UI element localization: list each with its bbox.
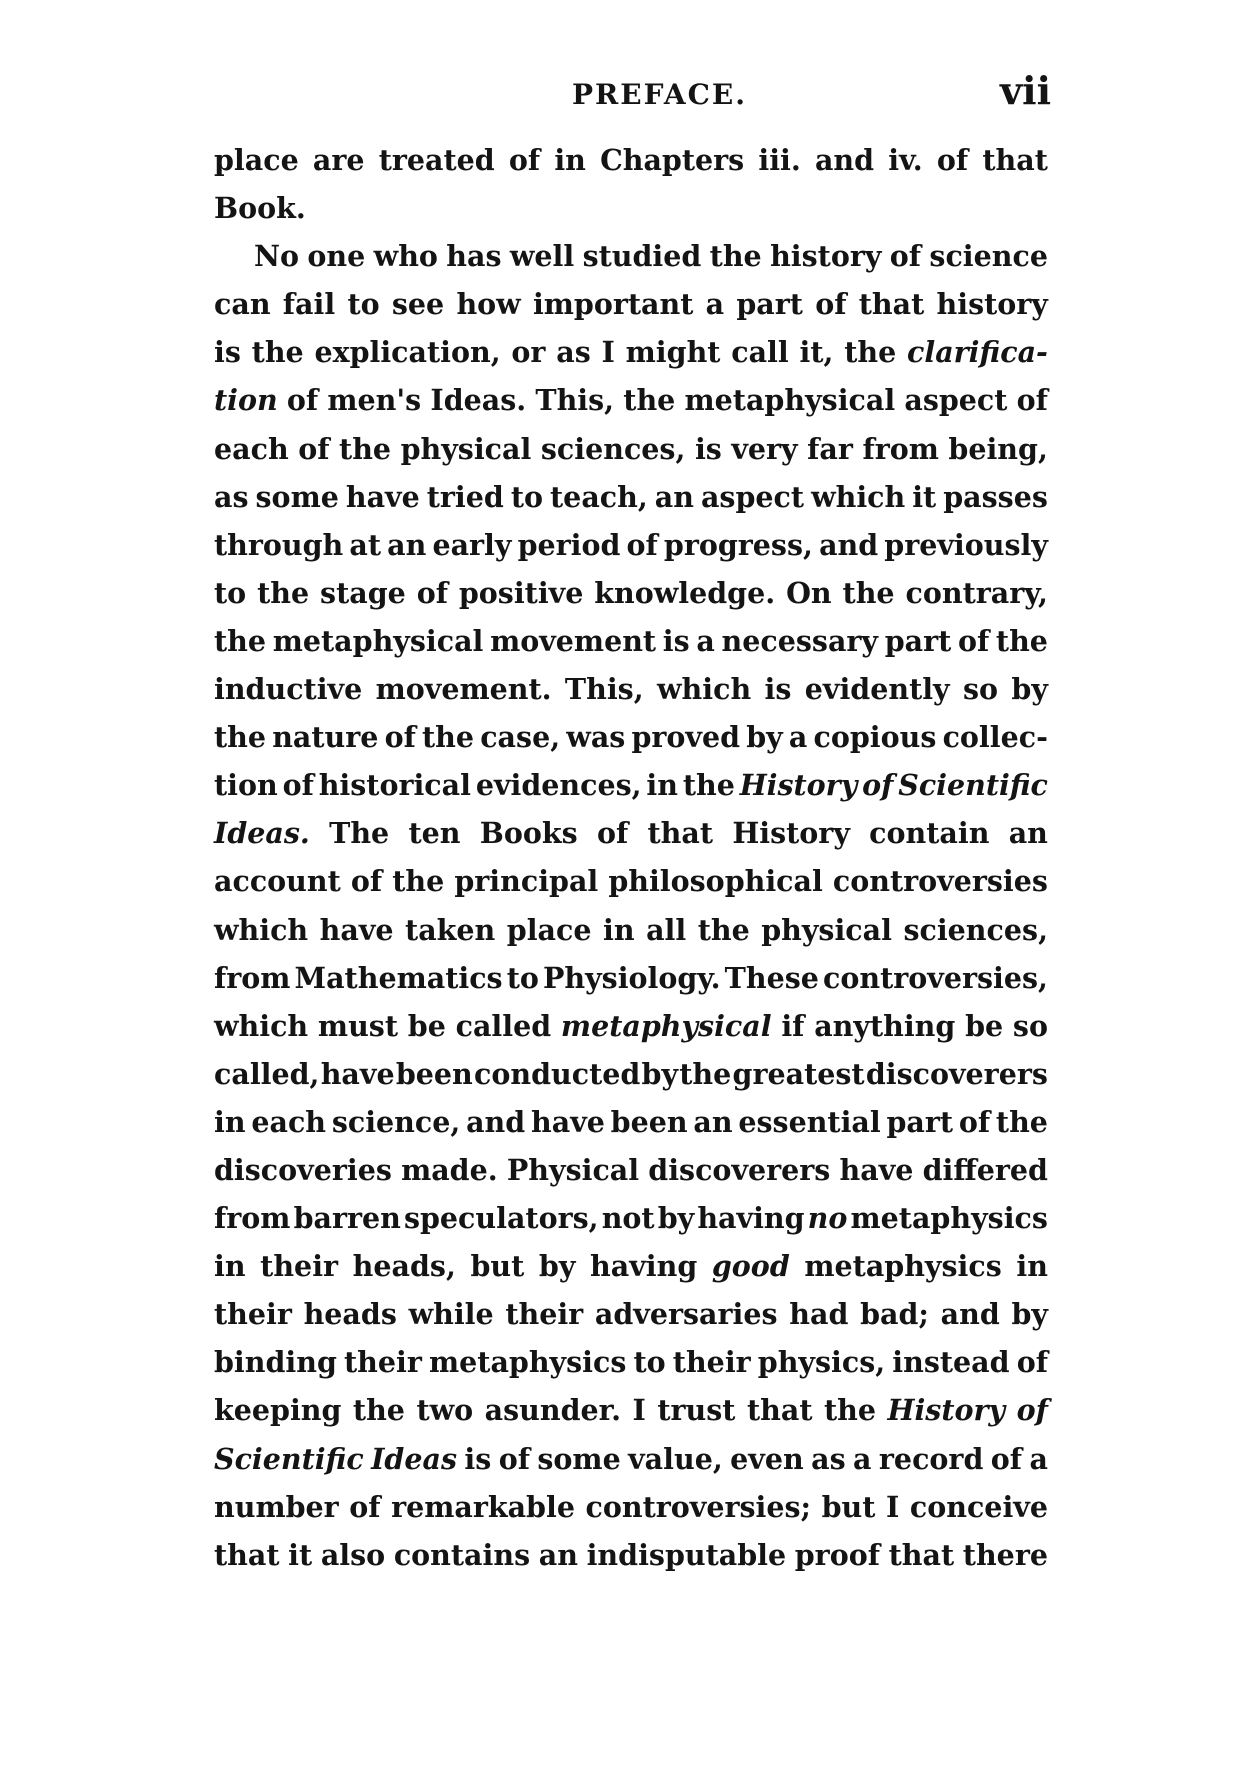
word: of bbox=[349, 1489, 381, 1524]
word: science, bbox=[331, 1104, 461, 1139]
word: by bbox=[641, 1056, 679, 1091]
text-line bbox=[214, 1338, 1048, 1386]
word: Book. bbox=[214, 191, 306, 226]
text-line bbox=[214, 1386, 1048, 1434]
word: collec- bbox=[942, 720, 1048, 755]
text-line bbox=[214, 954, 1048, 1002]
word: proof bbox=[794, 1537, 880, 1572]
word: barren bbox=[293, 1201, 401, 1236]
word: well bbox=[509, 239, 575, 274]
word: nature bbox=[272, 720, 379, 755]
word: in bbox=[214, 1104, 246, 1139]
italic-word: Ideas bbox=[371, 1441, 457, 1476]
word: the bbox=[214, 623, 267, 658]
word: in bbox=[214, 1249, 246, 1284]
italic-word: of bbox=[1016, 1393, 1048, 1428]
word: Physiology. bbox=[542, 960, 721, 995]
word: by bbox=[538, 1249, 576, 1284]
word: of bbox=[384, 720, 416, 755]
word: in bbox=[646, 768, 678, 803]
word: might bbox=[625, 335, 721, 370]
word: Mathematics bbox=[294, 960, 503, 995]
word: must bbox=[317, 1008, 399, 1043]
word: aspect bbox=[904, 383, 1008, 418]
word: and bbox=[466, 1104, 526, 1139]
word: knowledge. bbox=[594, 575, 776, 610]
word: period bbox=[517, 527, 621, 562]
word: from bbox=[214, 960, 291, 995]
word: the bbox=[257, 575, 310, 610]
italic-word: Scientific bbox=[214, 1441, 364, 1476]
word: record bbox=[878, 1441, 984, 1476]
word: so bbox=[962, 672, 999, 707]
word: binding bbox=[214, 1345, 337, 1380]
text-line bbox=[214, 1098, 1048, 1146]
word: physical bbox=[400, 431, 532, 466]
word: in bbox=[554, 143, 586, 177]
word: controversies, bbox=[822, 960, 1048, 995]
word: explication, bbox=[314, 335, 501, 370]
word: the bbox=[214, 720, 267, 755]
word: it bbox=[288, 1537, 313, 1572]
word: iv. bbox=[888, 143, 923, 177]
word: is bbox=[214, 335, 241, 370]
text-line bbox=[214, 425, 1048, 473]
word: of bbox=[889, 239, 922, 274]
word: evidently bbox=[804, 672, 950, 707]
italic-word: of bbox=[862, 768, 894, 803]
word: Physical bbox=[506, 1152, 640, 1187]
word: some bbox=[255, 479, 339, 514]
word: that bbox=[982, 143, 1048, 177]
word: had bbox=[789, 1297, 849, 1332]
word: the bbox=[844, 335, 897, 370]
word: fail bbox=[282, 287, 336, 322]
word: the bbox=[995, 1104, 1048, 1139]
running-title: PREFACE. bbox=[571, 78, 747, 111]
word: very bbox=[731, 431, 798, 466]
word: is bbox=[764, 672, 792, 707]
word: to bbox=[633, 1345, 666, 1380]
word: who bbox=[373, 239, 438, 274]
word: a bbox=[788, 720, 808, 755]
word: the bbox=[682, 768, 735, 803]
word: metaphysics bbox=[428, 1345, 627, 1380]
word: place bbox=[214, 143, 299, 177]
word: being, bbox=[948, 431, 1048, 466]
text-line bbox=[214, 376, 1048, 424]
word: all bbox=[646, 912, 687, 947]
word: there bbox=[962, 1537, 1048, 1572]
word: bad; bbox=[860, 1297, 929, 1332]
italic-word: Scientific bbox=[898, 768, 1048, 803]
italic-word: History bbox=[739, 768, 858, 803]
word: has bbox=[446, 239, 502, 274]
word: physics, bbox=[757, 1345, 886, 1380]
word: differed bbox=[922, 1152, 1048, 1187]
word: been bbox=[610, 1104, 688, 1139]
word: of bbox=[498, 1441, 530, 1476]
word: sciences, bbox=[903, 912, 1048, 947]
word: physical bbox=[761, 912, 892, 947]
word: the bbox=[339, 431, 392, 466]
word: have bbox=[319, 912, 394, 947]
word: tried bbox=[426, 479, 504, 514]
word: necessary bbox=[721, 623, 878, 658]
italic-word: Ideas. bbox=[214, 816, 310, 851]
word: called bbox=[455, 1008, 552, 1043]
word: the bbox=[995, 623, 1048, 658]
word: be bbox=[965, 1008, 1004, 1043]
text-line bbox=[214, 569, 1048, 617]
word: controversies bbox=[832, 864, 1048, 899]
word: metaphysical bbox=[272, 623, 484, 658]
word: place bbox=[506, 912, 592, 947]
word: part bbox=[886, 1104, 954, 1139]
word: taken bbox=[405, 912, 496, 947]
word: each bbox=[214, 431, 289, 466]
word: a bbox=[853, 1441, 872, 1476]
word: so bbox=[1012, 1008, 1048, 1043]
word: iii. bbox=[758, 143, 801, 177]
word: positive bbox=[458, 575, 584, 610]
word: treated bbox=[378, 143, 495, 177]
word: as bbox=[811, 1441, 846, 1476]
word: having bbox=[590, 1249, 698, 1284]
word: as bbox=[556, 335, 591, 370]
word: keeping bbox=[214, 1393, 342, 1428]
word: to bbox=[214, 575, 247, 610]
word: and bbox=[940, 1297, 1000, 1332]
preface-body-text bbox=[214, 136, 1048, 1579]
text-line bbox=[214, 1531, 1048, 1579]
word: can bbox=[214, 287, 271, 322]
word: movement. bbox=[375, 672, 552, 707]
word: of bbox=[350, 864, 383, 899]
word: made. bbox=[401, 1152, 498, 1187]
word: that bbox=[647, 816, 714, 851]
word: an bbox=[1008, 816, 1048, 851]
text-line bbox=[214, 857, 1048, 905]
word: that bbox=[214, 1537, 280, 1572]
word: an bbox=[654, 479, 694, 514]
word: of bbox=[508, 143, 541, 177]
word: contain bbox=[869, 816, 990, 851]
word: aspect bbox=[700, 479, 805, 514]
word: in bbox=[603, 912, 635, 947]
word: having bbox=[697, 1201, 805, 1236]
word: history bbox=[936, 287, 1048, 322]
word: be bbox=[407, 1008, 446, 1043]
italic-word: metaphysical bbox=[560, 1008, 772, 1043]
word: principal bbox=[454, 864, 599, 899]
word: of bbox=[416, 575, 448, 610]
word: also bbox=[320, 1537, 386, 1572]
word: their bbox=[344, 1345, 422, 1380]
word: number bbox=[214, 1489, 339, 1524]
word: ten bbox=[408, 816, 461, 851]
word: the bbox=[697, 912, 750, 947]
word: it bbox=[912, 479, 937, 514]
word: controversies; bbox=[585, 1489, 812, 1524]
word: of bbox=[815, 287, 847, 322]
text-line bbox=[214, 184, 1048, 232]
text-line bbox=[214, 280, 1048, 328]
word: men's bbox=[327, 383, 422, 418]
word: while bbox=[408, 1297, 494, 1332]
word: proved bbox=[631, 720, 741, 755]
word: some bbox=[537, 1441, 621, 1476]
text-line bbox=[214, 232, 1048, 280]
word: Ideas. bbox=[430, 383, 527, 418]
word: greatest bbox=[732, 1056, 865, 1091]
word: History bbox=[732, 816, 850, 851]
word: or bbox=[511, 335, 546, 370]
word: are bbox=[312, 143, 365, 177]
word: part bbox=[736, 287, 803, 322]
word: by bbox=[657, 1201, 695, 1236]
word: evidences, bbox=[475, 768, 642, 803]
text-line bbox=[214, 1435, 1048, 1483]
word: have bbox=[839, 1152, 914, 1187]
word: philosophical bbox=[608, 864, 823, 899]
word: which bbox=[657, 672, 752, 707]
text-line bbox=[214, 665, 1048, 713]
word: even bbox=[730, 1441, 804, 1476]
word: value, bbox=[628, 1441, 723, 1476]
text-line bbox=[214, 1194, 1048, 1242]
word: part bbox=[884, 623, 952, 658]
word: their bbox=[672, 1345, 751, 1380]
word: Books bbox=[479, 816, 578, 851]
word: anything bbox=[814, 1008, 956, 1043]
word: from bbox=[214, 1201, 291, 1236]
text-line bbox=[214, 906, 1048, 954]
word: a bbox=[1029, 1441, 1048, 1476]
word: the bbox=[679, 1056, 732, 1091]
word: a bbox=[705, 287, 725, 322]
word: contrary, bbox=[905, 575, 1048, 610]
italic-word: good bbox=[711, 1249, 790, 1284]
text-line bbox=[214, 136, 1048, 184]
word: that bbox=[858, 287, 925, 322]
word: the bbox=[709, 239, 762, 274]
word: previously bbox=[884, 527, 1048, 562]
word: movement bbox=[490, 623, 657, 658]
word: and bbox=[819, 527, 879, 562]
word: Chapters bbox=[600, 143, 745, 177]
word: copious bbox=[813, 720, 937, 755]
word: sciences, bbox=[540, 431, 686, 466]
word: of bbox=[596, 816, 629, 851]
word: No bbox=[254, 239, 300, 274]
word: and bbox=[814, 143, 875, 177]
word: of bbox=[1016, 1345, 1048, 1380]
text-line bbox=[214, 809, 1048, 857]
word: far bbox=[807, 431, 853, 466]
word: metaphysics bbox=[850, 1201, 1048, 1236]
word: metaphysical bbox=[684, 383, 896, 418]
word: the bbox=[392, 864, 445, 899]
word: to bbox=[510, 479, 544, 514]
word: by bbox=[1011, 672, 1048, 707]
word: not bbox=[601, 1201, 655, 1236]
word: conceive bbox=[909, 1489, 1048, 1524]
text-line bbox=[214, 761, 1048, 809]
word: account bbox=[214, 864, 341, 899]
page-number: vii bbox=[1000, 68, 1051, 113]
word: by bbox=[746, 720, 783, 755]
word: the bbox=[422, 720, 475, 755]
word: their bbox=[260, 1249, 339, 1284]
word: The bbox=[329, 816, 390, 851]
word: is bbox=[464, 1441, 492, 1476]
word: tion bbox=[214, 768, 278, 803]
word: at bbox=[349, 527, 382, 562]
word: to bbox=[506, 960, 539, 995]
word: their bbox=[505, 1297, 584, 1332]
word: discoverers bbox=[648, 1152, 831, 1187]
text-line bbox=[214, 473, 1048, 521]
word: which bbox=[811, 479, 906, 514]
word: of bbox=[936, 143, 969, 177]
word: as bbox=[214, 479, 249, 514]
word: two bbox=[416, 1393, 474, 1428]
word: important bbox=[532, 287, 694, 322]
word: through bbox=[214, 527, 344, 562]
word: conducted bbox=[473, 1056, 641, 1091]
word: of bbox=[286, 383, 319, 418]
word: discoverers bbox=[865, 1056, 1048, 1091]
word: history bbox=[770, 239, 882, 274]
word: of bbox=[298, 431, 330, 466]
word: adversaries bbox=[594, 1297, 778, 1332]
italic-word: History bbox=[887, 1393, 1006, 1428]
word: of bbox=[990, 1441, 1023, 1476]
word: progress, bbox=[663, 527, 813, 562]
word: it, bbox=[799, 335, 834, 370]
word: a bbox=[696, 623, 715, 658]
word: remarkable bbox=[391, 1489, 575, 1524]
word: one bbox=[307, 239, 366, 274]
word: inductive bbox=[214, 672, 363, 707]
italic-word: tion bbox=[214, 383, 278, 418]
word: how bbox=[456, 287, 521, 322]
text-line bbox=[214, 617, 1048, 665]
text-line bbox=[214, 1002, 1048, 1050]
word: by bbox=[1011, 1297, 1048, 1332]
word: instead bbox=[892, 1345, 1010, 1380]
word: studied bbox=[582, 239, 702, 274]
word: which bbox=[214, 1008, 309, 1043]
word: the bbox=[251, 335, 304, 370]
italic-word: clarifica- bbox=[907, 335, 1048, 370]
word: but bbox=[470, 1249, 525, 1284]
word: metaphysics bbox=[804, 1249, 1002, 1284]
word: but bbox=[821, 1489, 876, 1524]
word: essential bbox=[738, 1104, 881, 1139]
word: science bbox=[929, 239, 1048, 274]
word: I bbox=[632, 1393, 646, 1428]
word: This, bbox=[535, 383, 615, 418]
word: the bbox=[824, 1393, 877, 1428]
word: see bbox=[391, 287, 445, 322]
word: the bbox=[842, 575, 895, 610]
text-line bbox=[214, 1483, 1048, 1531]
word: been bbox=[395, 1056, 473, 1091]
word: is bbox=[662, 623, 690, 658]
word: an bbox=[538, 1537, 578, 1572]
word: heads, bbox=[352, 1249, 456, 1284]
word: This, bbox=[564, 672, 644, 707]
word: the bbox=[352, 1393, 405, 1428]
word: if bbox=[781, 1008, 805, 1043]
text-line bbox=[214, 1146, 1048, 1194]
word: contains bbox=[393, 1537, 531, 1572]
word: called, bbox=[214, 1056, 320, 1091]
word: teach, bbox=[550, 479, 648, 514]
word: discoveries bbox=[214, 1152, 392, 1187]
text-line bbox=[214, 1242, 1048, 1290]
text-line bbox=[214, 521, 1048, 569]
word: case, bbox=[480, 720, 561, 755]
word: an bbox=[387, 527, 427, 562]
word: that bbox=[888, 1537, 955, 1572]
word: of bbox=[1016, 383, 1048, 418]
word: in bbox=[1016, 1249, 1048, 1284]
text-line bbox=[214, 1290, 1048, 1338]
text-line bbox=[214, 1050, 1048, 1098]
word: which bbox=[214, 912, 309, 947]
italic-word: no bbox=[807, 1201, 848, 1236]
word: speculators, bbox=[403, 1201, 599, 1236]
word: early bbox=[432, 527, 512, 562]
word: stage bbox=[320, 575, 406, 610]
word: passes bbox=[943, 479, 1048, 514]
word: of bbox=[958, 1104, 991, 1139]
text-line bbox=[214, 713, 1048, 761]
word: an bbox=[693, 1104, 733, 1139]
word: their bbox=[214, 1297, 292, 1332]
word: historical bbox=[318, 768, 471, 803]
word: each bbox=[251, 1104, 327, 1139]
word: indisputable bbox=[586, 1537, 787, 1572]
word: to bbox=[347, 287, 380, 322]
word: On bbox=[786, 575, 832, 610]
word: These bbox=[724, 960, 819, 995]
word: heads bbox=[303, 1297, 397, 1332]
word: of bbox=[957, 623, 990, 658]
word: the bbox=[623, 383, 676, 418]
text-line bbox=[214, 328, 1048, 376]
word: asunder. bbox=[484, 1393, 622, 1428]
word: I bbox=[885, 1489, 900, 1524]
word: of bbox=[282, 768, 314, 803]
word: from bbox=[862, 431, 939, 466]
word: that bbox=[746, 1393, 813, 1428]
word: of bbox=[626, 527, 658, 562]
word: trust bbox=[657, 1393, 736, 1428]
word: have bbox=[531, 1104, 605, 1139]
word: call bbox=[731, 335, 789, 370]
word: is bbox=[694, 431, 722, 466]
word: was bbox=[566, 720, 626, 755]
word: I bbox=[601, 335, 615, 370]
word: have bbox=[345, 479, 420, 514]
word: have bbox=[320, 1056, 395, 1091]
